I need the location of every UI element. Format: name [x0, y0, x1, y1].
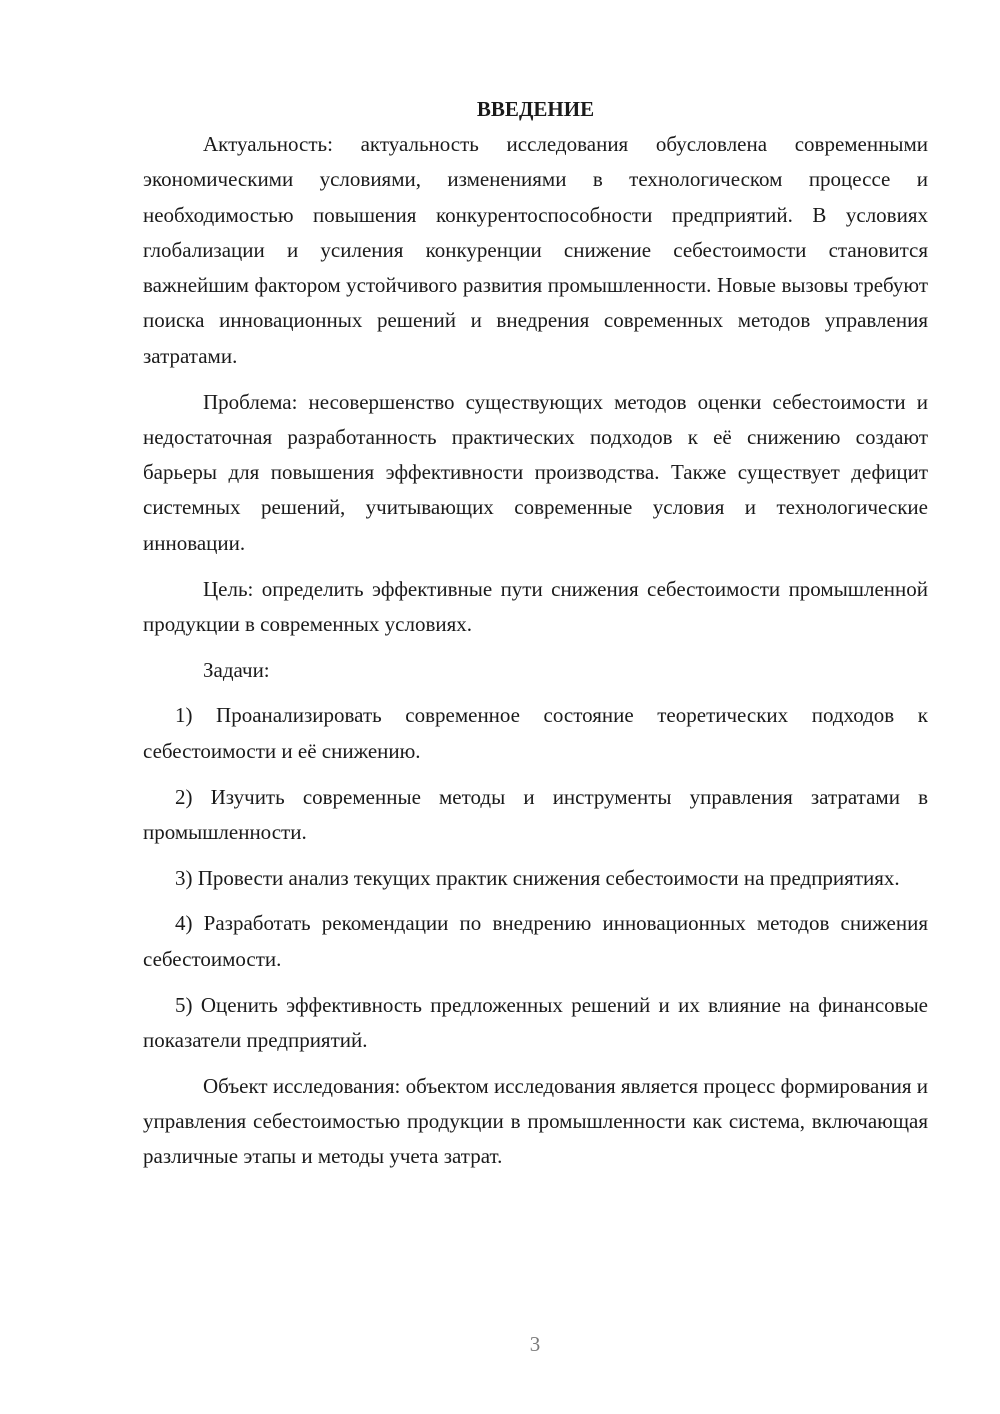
page-number: 3: [529, 1332, 541, 1356]
page-title: ВВЕДЕНИЕ: [476, 97, 595, 121]
relevance-paragraph: Актуальность: актуальность исследования обусловлена современными экономическими условиями, изменениями в технологическом процессе и необходимостью повышения конкурентоспособности предприятий. В условиях глобализации и усиления конкуренции снижение себестоимости становится важнейшим фактором устойчивого развития промышленности. Новые вызовы требуют поиска инновационных решений и внедрения современных методов управления затратами.: [143, 132, 928, 368]
problem-paragraph: Проблема: несовершенство существующих методов оценки себестоимости и недостаточная разработанность практических подходов к её снижению создают барьеры для повышения эффективности производства. Также существует дефицит системных решений, учитывающих современные условия и технологические инновации.: [143, 389, 928, 555]
task-item: 4) Разработать рекомендации по внедрению инновационных методов снижения себестоимости.: [143, 911, 928, 971]
task-item: 5) Оценить эффективность предложенных решений и их влияние на финансовые показатели предприятий.: [143, 992, 928, 1052]
task-item: 2) Изучить современные методы и инструменты управления затратами в промышленности.: [143, 784, 928, 844]
object-paragraph: Объект исследования: объектом исследования является процесс формирования и управления себестоимостью продукции в промышленности как система, включающая различные этапы и методы учета затрат.: [143, 1073, 928, 1169]
goal-paragraph: Цель: определить эффективные пути снижения себестоимости промышленной продукции в современных условиях.: [143, 576, 928, 636]
tasks-heading: Задачи:: [203, 657, 270, 682]
tasks-list: [143, 698, 928, 1058]
task-item: 1) Проанализировать современное состояние теоретических подходов к себестоимости и её снижению.: [143, 703, 928, 763]
task-item: 3) Провести анализ текущих практик снижения себестоимости на предприятиях.: [175, 865, 900, 890]
document-page: [143, 92, 928, 1185]
